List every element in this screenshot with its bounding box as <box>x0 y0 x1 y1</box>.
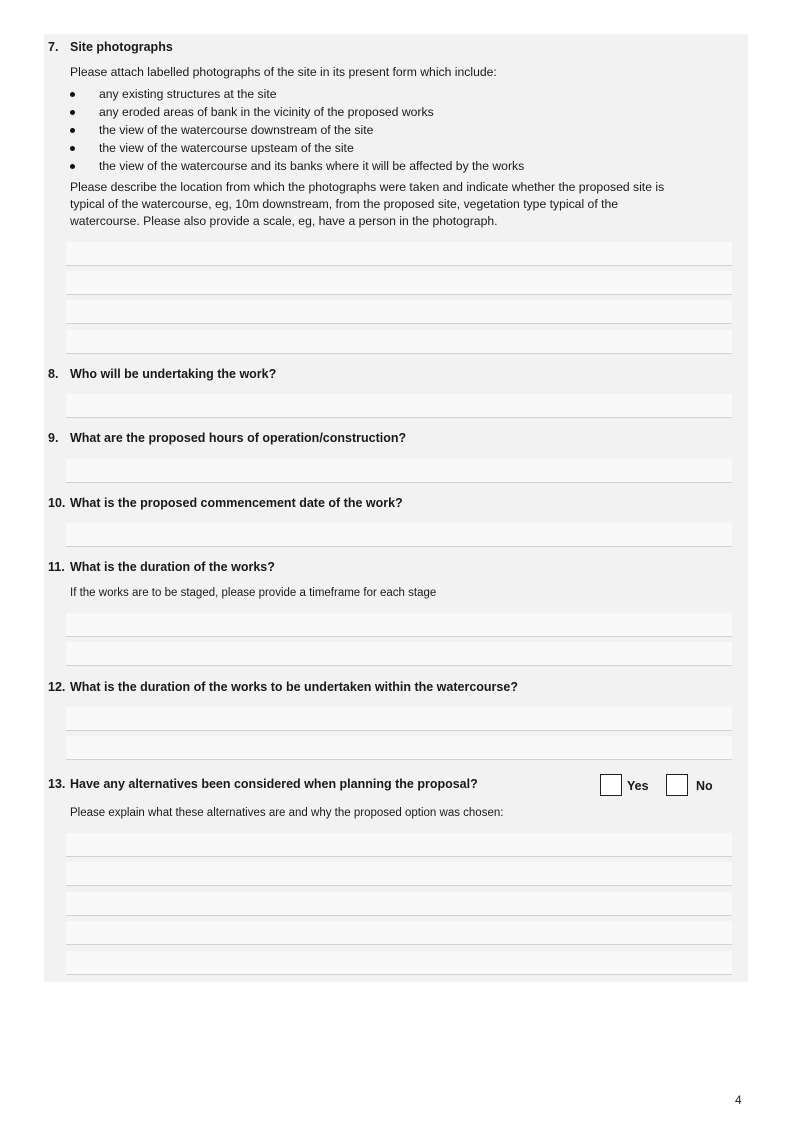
q12-title: What is the duration of the works to be undertaken within the watercourse? <box>70 680 518 694</box>
q9-answer-field[interactable] <box>66 459 732 483</box>
q13-title: Have any alternatives been considered when planning the proposal? <box>70 777 478 791</box>
q12-answer-field[interactable] <box>66 736 732 760</box>
q9-title: What are the proposed hours of operation/construction? <box>70 431 407 445</box>
q8-heading: 8. Who will be undertaking the work? <box>48 367 277 381</box>
bullet-icon <box>70 92 75 97</box>
bullet-icon <box>70 110 75 115</box>
q12-heading: 12. What is the duration of the works to be undertaken within the watercourse? <box>48 680 518 694</box>
q8-title: Who will be undertaking the work? <box>70 367 277 381</box>
q7-answer-field[interactable] <box>66 300 732 324</box>
q7-intro: Please attach labelled photographs of the site in its present form which include: <box>70 65 497 79</box>
q13-note: Please explain what these alternatives are and why the proposed option was chosen: <box>70 807 504 819</box>
q8-answer-field[interactable] <box>66 394 732 418</box>
q7-note-line: watercourse. Please also provide a scale, eg, have a person in the photograph. <box>70 214 498 228</box>
bullet-icon <box>70 164 75 169</box>
q7-heading: 7. Site photographs <box>48 40 173 54</box>
bullet-icon <box>70 128 75 133</box>
q11-answer-field[interactable] <box>66 613 732 637</box>
q13-answer-field[interactable] <box>66 892 732 916</box>
q11-title: What is the duration of the works? <box>70 560 275 574</box>
no-label: No <box>696 779 713 793</box>
q7-note-line: Please describe the location from which the photographs were taken and indicate whether the proposed site is <box>70 180 665 194</box>
no-checkbox[interactable] <box>666 774 688 796</box>
q10-title: What is the proposed commencement date of the work? <box>70 496 403 510</box>
q7-answer-field[interactable] <box>66 242 732 266</box>
q7-answer-field[interactable] <box>66 330 732 354</box>
yes-label: Yes <box>627 779 649 793</box>
bullet-icon <box>70 146 75 151</box>
q7-answer-field[interactable] <box>66 271 732 295</box>
q10-heading: 10. What is the proposed commencement date of the work? <box>48 496 403 510</box>
q13-answer-field[interactable] <box>66 951 732 975</box>
q10-answer-field[interactable] <box>66 523 732 547</box>
q7-title: Site photographs <box>70 40 173 54</box>
q11-heading: 11. What is the duration of the works? <box>48 560 275 574</box>
q12-answer-field[interactable] <box>66 707 732 731</box>
yes-checkbox[interactable] <box>600 774 622 796</box>
q11-note: If the works are to be staged, please provide a timeframe for each stage <box>70 587 437 599</box>
q13-answer-field[interactable] <box>66 833 732 857</box>
page-number: 4 <box>735 1093 742 1107</box>
q13-heading: 13. Have any alternatives been considered when planning the proposal? <box>48 777 478 791</box>
q9-heading: 9. What are the proposed hours of operation/construction? <box>48 431 407 445</box>
q13-answer-field[interactable] <box>66 862 732 886</box>
q7-note-line: typical of the watercourse, eg, 10m downstream, from the proposed site, vegetation type typical of the <box>70 197 619 211</box>
q13-answer-field[interactable] <box>66 921 732 945</box>
q11-answer-field[interactable] <box>66 642 732 666</box>
